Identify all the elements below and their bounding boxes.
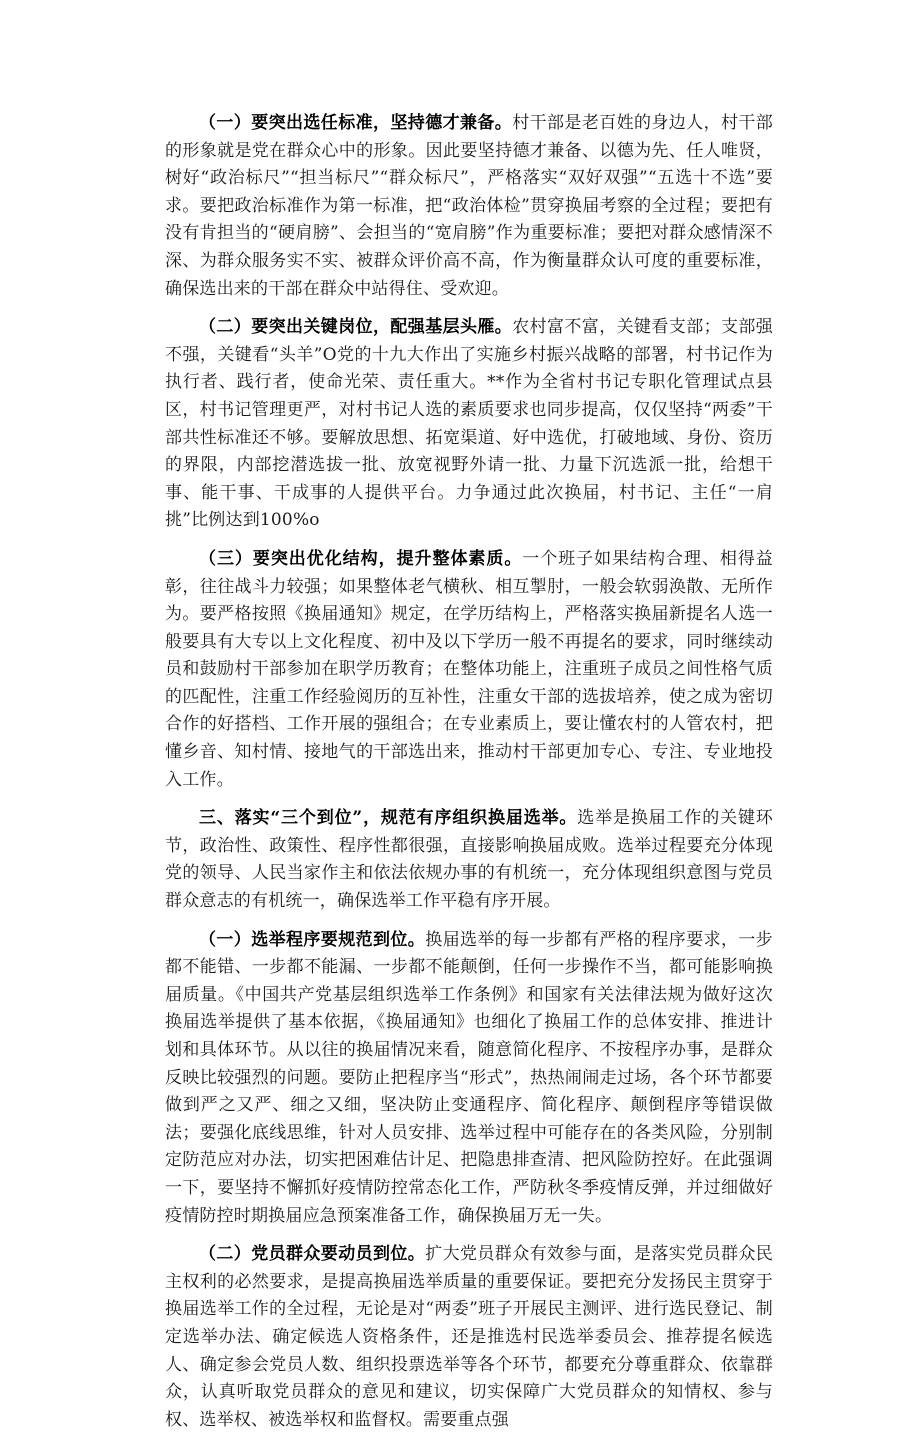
paragraph-4	[165, 805, 773, 915]
paragraph-1-heading: （一）要突出选任标准，坚持德才兼备。	[199, 113, 513, 133]
paragraph-6	[165, 1241, 773, 1434]
paragraph-2-heading: （二）要突出关键岗位，配强基层头雁。	[199, 317, 513, 338]
paragraph-6-text: 扩大党员群众有效参与面，是落实党员群众民主权利的必然要求，是提高换届选举质量的重要保证。要把充分发扬民主贯穿于换届选举工作的全过程，无论是对“两委”班子开展民主测评、进行选民登记、制定选举办法、确定候选人资格条件，还是推选村民选举委员会、推荐提名候选人、确定参会党员人数、组织投票选举等各个环节，都要充分尊重群众、依靠群众，认真听取党员群众的意见和建议，切实保障广大党员群众的知情权、参与权、选举权、被选举权和监督权。需要重点强	[165, 1244, 773, 1430]
paragraph-3	[165, 546, 773, 794]
paragraph-1-text: 村干部是老百姓的身边人，村干部的形象就是党在群众心中的形象。因此要坚持德才兼备、以德为先、任人唯贤，树好“政治标尺”“担当标尺”“群众标尺”，严格落实“双好双强”“五选十不选”要求。要把政治标准作为第一标准，把“政治体检”贯穿换届考察的全过程；要把有没有肯担当的“硬肩膀”、会担当的“宽肩膀”作为重要标准；要把对群众感情深不深、为群众服务实不实、被群众评价高不高，作为衡量群众认可度的重要标准，确保选出来的干部在群众中站得住、受欢迎。	[165, 113, 773, 299]
paragraph-4-text: 选举是换届工作的关键环节，政治性、政策性、程序性都很强，直接影响换届成败。选举过程要充分体现党的领导、人民当家作主和依法依规办事的有机统一，充分体现组织意图与党员群众意志的有机统一，确保选举工作平稳有序开展。	[165, 808, 773, 912]
paragraph-5	[165, 927, 773, 1231]
section-3-heading: 三、落实“三个到位”，规范有序组织换届选举。	[199, 808, 578, 829]
paragraph-2	[165, 314, 773, 535]
paragraph-5-heading: （一）选举程序要规范到位。	[199, 929, 426, 950]
paragraph-2-text: 农村富不富，关键看支部；支部强不强，关键看“头羊”O党的十九大作出了实施乡村振兴战略的部署，村书记作为执行者、践行者，使命光荣、责任重大。**作为全省村书记专职化管理试点县区，村书记管理更严，对村书记人选的素质要求也同步提高，仅仅坚持“两委”干部共性标准还不够。要解放思想、拓宽渠道、好中选优，打破地域、身份、资历的界限，内部挖潜选拔一批、放宽视野外请一批、力量下沉选派一批，给想干事、能干事、干成事的人提供平台。力争通过此次换届，村书记、主任“一肩挑”比例达到100%o	[165, 317, 773, 531]
paragraph-1	[165, 110, 773, 303]
paragraph-5-text: 换届选举的每一步都有严格的程序要求，一步都不能错、一步都不能漏、一步都不能颠倒，任何一步操作不当，都可能影响换届质量。《中国共产党基层组织选举工作条例》和国家有关法律法规为做好这次换届选举提供了基本依据，《换届通知》也细化了换届工作的总体安排、推进计划和具体环节。从以往的换届情况来看，随意简化程序、不按程序办事，是群众反映比较强烈的问题。要防止把程序当“形式”，热热闹闹走过场，各个环节都要做到严之又严、细之又细，坚决防止变通程序、简化程序、颠倒程序等错误做法；要强化底线思维，针对人员安排、选举过程中可能存在的各类风险，分别制定防范应对办法，切实把困难估计足、把隐患排查清、把风险防控好。在此强调一下，要坚持不懈抓好疫情防控常态化工作，严防秋冬季疫情反弹，并过细做好疫情防控时期换届应急预案准备工作，确保换届万无一失。	[165, 929, 773, 1226]
paragraph-3-text: 一个班子如果结构合理、相得益彰，往往战斗力较强；如果整体老气横秋、相互掣肘，一般会软弱涣散、无所作为。要严格按照《换届通知》规定，在学历结构上，严格落实换届新提名人选一般要具有大专以上文化程度、初中及以下学历一般不再提名的要求，同时继续动员和鼓励村干部参加在职学历教育；在整体功能上，注重班子成员之间性格气质的匹配性，注重工作经验阅历的互补性，注重女干部的选拔培养，使之成为密切合作的好搭档、工作开展的强组合；在专业素质上，要让懂农村的人管农村，把懂乡音、知村情、接地气的干部选出来，推动村干部更加专心、专注、专业地投入工作。	[165, 548, 773, 790]
paragraph-6-heading: （二）党员群众要动员到位。	[199, 1244, 426, 1265]
document-page	[165, 110, 773, 1445]
paragraph-3-heading: （三）要突出优化结构，提升整体素质。	[199, 548, 523, 569]
